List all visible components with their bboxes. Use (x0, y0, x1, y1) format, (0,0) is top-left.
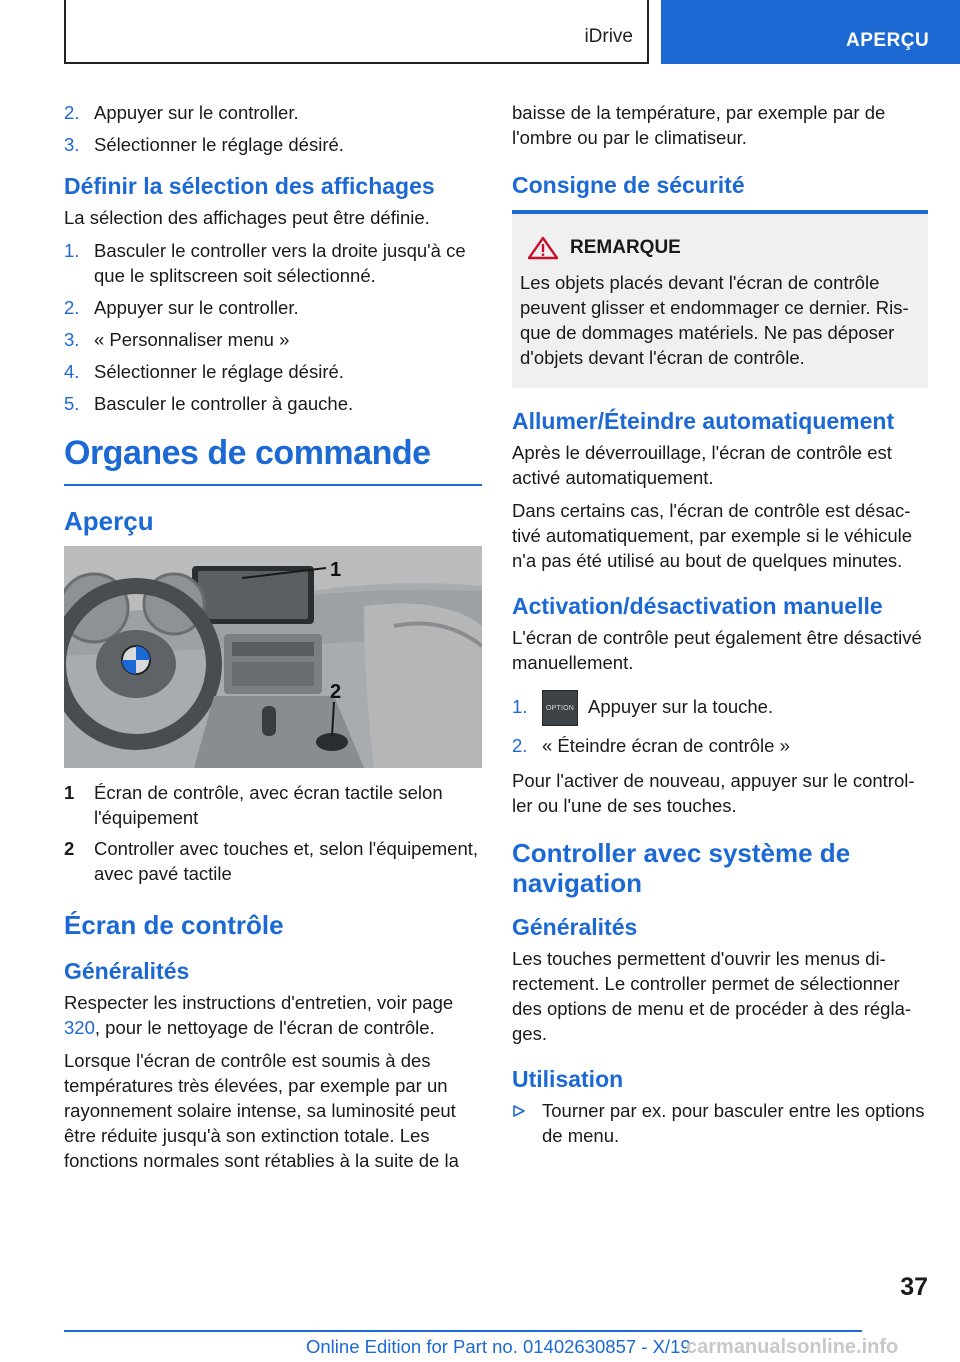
list-item: 3. Sélectionner le réglage désiré. (64, 134, 344, 155)
paragraph: Respecter les instructions d'entretien, voir page 320, pour le nettoyage de l'écran de contrôle. (64, 992, 454, 1038)
chapter-title: Organes de commande (64, 432, 482, 486)
list-item: 2. Appuyer sur le controller. (64, 297, 299, 318)
paragraph: Pour l'activer de nouveau, appuyer sur le controller ou l'une de ses touches. (512, 770, 915, 817)
list-item: Tourner par ex. pour basculer entre les options de menu. (512, 1098, 928, 1148)
callout-label-2: 2 (330, 681, 342, 703)
list-item: 5. Basculer le controller à gauche. (64, 393, 354, 414)
legend-row: 1 Écran de contrôle, avec écran tactile selon l'équipement (64, 782, 443, 828)
list-item: 3. « Personnaliser menu » (64, 329, 290, 350)
heading-manuelle: Activation/désactivation manuelle (512, 593, 883, 619)
callout-label-1: 1 (330, 559, 342, 581)
paragraph: Lorsque l'écran de contrôle est soumis à des températures très élevées, par exemple par un rayonnement solaire intense, sa luminosité peut être réduite jusqu'à son extinction totale. Les fonctions normales sont rétablies à la suite de la (64, 1050, 459, 1171)
subheading-utilisation: Utilisation (512, 1066, 624, 1093)
footer-divider (64, 1330, 862, 1332)
watermark: carmanualsonline.info (686, 1336, 899, 1358)
heading-display-selection: Définir la sélection des affichages (64, 173, 435, 199)
left-column (64, 100, 482, 1181)
footer-edition: Online Edition for Part no. 01402630857 - X/19 (306, 1336, 691, 1357)
cockpit-illustration (64, 546, 482, 768)
subheading-generalites-2: Généralités (512, 914, 638, 941)
list-item: 4. Sélectionner le réglage désiré. (64, 361, 344, 382)
paragraph: baisse de la température, par exemple par de l'ombre ou par le climatiseur. (512, 102, 886, 148)
header-chapter-tab (661, 0, 960, 64)
steps-list-manuelle (512, 689, 928, 758)
section-title-apercu: Aperçu (64, 506, 154, 536)
legend-row: 2 Controller avec touches et, selon l'équipement, avec pavé tactile (64, 838, 479, 884)
steps-list-a (64, 100, 482, 157)
paragraph: Dans certains cas, l'écran de contrôle est désactivé automatiquement, par exemple si le véhicule n'a pas été utilisé au bout de quelques minutes. (512, 500, 913, 571)
list-item: 2. Appuyer sur le controller. (64, 102, 299, 123)
header-chapter-label: APERÇU (846, 30, 930, 51)
subheading-generalites: Généralités (64, 958, 190, 984)
section-title-ecran: Écran de contrôle (64, 910, 284, 940)
cockpit-drawing (64, 546, 482, 768)
steps-list-b (64, 238, 482, 416)
section-title-controller: Controller avec système de navigation (512, 838, 851, 899)
list-item: 1. Basculer le controller vers la droite jusqu'à ce que le splitscreen soit sélectionné. (64, 240, 466, 286)
header-section-label: iDrive (584, 26, 633, 47)
triangle-bullet-icon (512, 1104, 526, 1118)
option-button-icon: OPTION (542, 690, 578, 726)
notice-header (520, 236, 920, 260)
warning-triangle-icon (526, 236, 560, 260)
paragraph: Les touches permettent d'ouvrir les menus directement. Le controller permet de sélectionner des options de menu et de procéder à des réglages. (512, 948, 912, 1045)
list-item: 1. OPTION Appuyer sur la touche. (512, 689, 928, 726)
right-column (512, 100, 928, 1148)
paragraph: La sélection des affichages peut être définie. (64, 207, 430, 228)
header-left-box (64, 0, 649, 64)
paragraph: Après le déverrouillage, l'écran de contrôle est activé automatiquement. (512, 442, 892, 488)
figure-legend (64, 780, 482, 886)
page-number: 37 (900, 1273, 928, 1301)
notice-text: Les objets placés devant l'écran de contrôle peuvent glisser et endommager ce dernier. Risque de dommages matériels. Ne pas déposer d'objets devant l'écran de contrôle. (520, 272, 909, 368)
heading-auto: Allumer/Éteindre automatiquement (512, 408, 895, 434)
page-link-320[interactable]: 320 (64, 1017, 95, 1038)
safety-notice-box (512, 210, 928, 388)
notice-title: REMARQUE (570, 237, 681, 258)
heading-consigne: Consigne de sécurité (512, 172, 745, 198)
paragraph: L'écran de contrôle peut également être désactivé manuellement. (512, 627, 922, 673)
bullet-list (512, 1098, 928, 1148)
list-item: 2. « Éteindre écran de contrôle » (512, 735, 790, 757)
